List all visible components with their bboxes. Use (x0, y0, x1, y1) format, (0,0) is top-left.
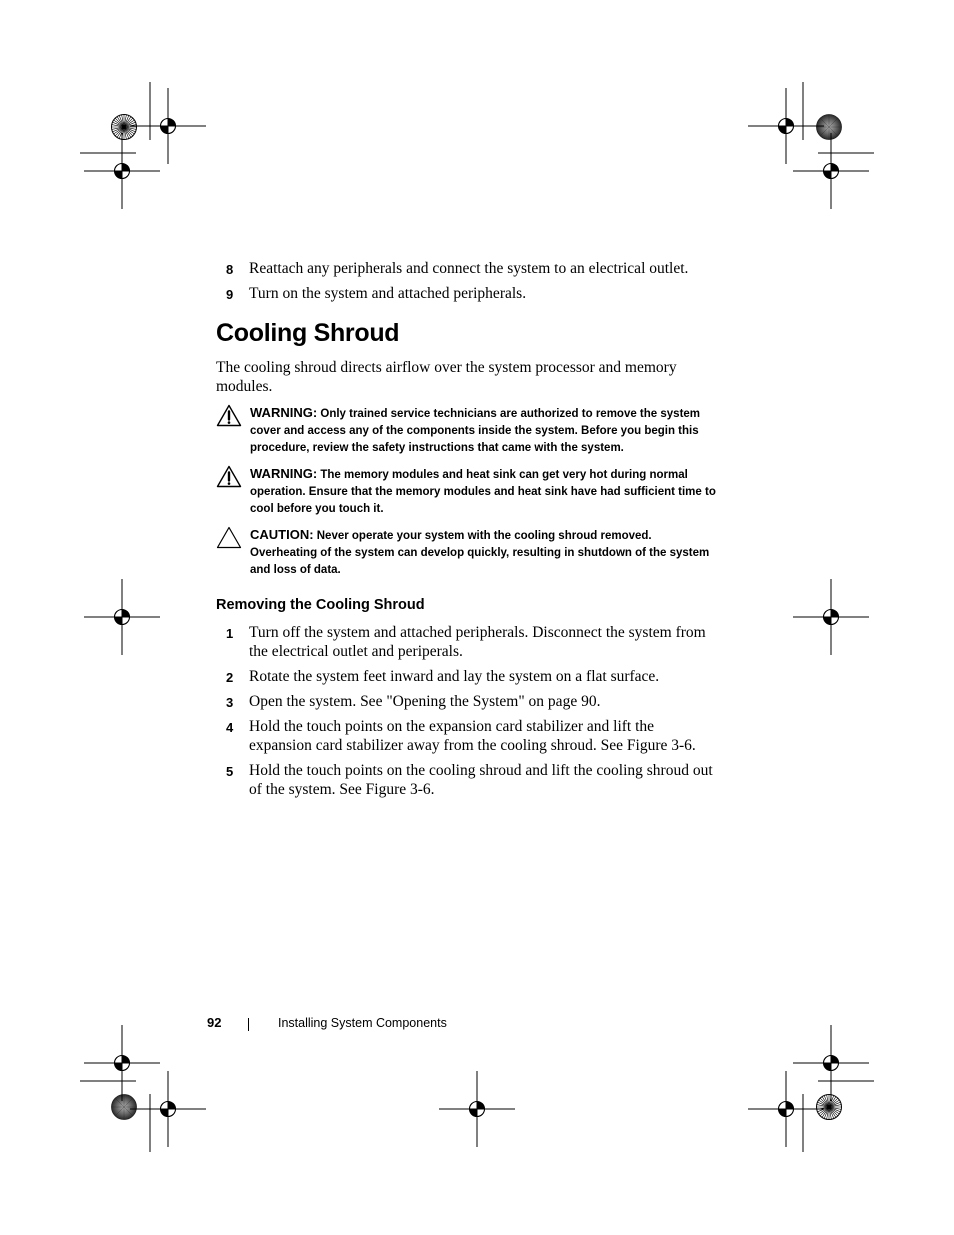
step-text: Turn off the system and attached peripherals. Disconnect the system from the electrical outlet and periperals. (249, 624, 706, 660)
notice-text: The memory modules and heat sink can get very hot during normal operation. Ensure that the memory modules and heat sink have had sufficient time to cool before you touch it. (250, 469, 716, 515)
step-3 (216, 692, 716, 711)
step-number: 9 (226, 287, 234, 302)
section-title: Cooling Shroud (216, 319, 400, 347)
step-number: 3 (226, 695, 234, 710)
step-1 (216, 623, 716, 661)
footer-divider (248, 1018, 249, 1031)
caution-notice (216, 526, 716, 579)
step-number: 2 (226, 670, 234, 685)
warning-notice (216, 465, 716, 518)
step-text: Hold the touch points on the cooling shroud and lift the cooling shroud out of the system. See Figure 3-6. (249, 762, 713, 798)
step-text: Open the system. See "Opening the System" on page 90. (249, 693, 601, 710)
step-9 (216, 284, 716, 303)
step-4 (216, 717, 716, 755)
step-8 (216, 259, 716, 278)
step-text: Reattach any peripherals and connect the system to an electrical outlet. (249, 260, 689, 277)
step-number: 4 (226, 720, 234, 735)
step-text: Turn on the system and attached peripherals. (249, 285, 527, 302)
step-number: 1 (226, 626, 234, 641)
step-2 (216, 667, 716, 686)
warning-notice (216, 404, 716, 457)
notice-text: Never operate your system with the cooling shroud removed. Overheating of the system can develop quickly, resulting in shutdown of the system and loss of data. (250, 530, 710, 576)
warning-icon (216, 465, 242, 488)
warning-icon (216, 404, 242, 427)
caution-icon (216, 526, 242, 549)
step-5 (216, 761, 716, 799)
notice-label: CAUTION: (250, 527, 314, 542)
step-text: Hold the touch points on the expansion card stabilizer and lift the expansion card stabilizer away from the cooling shroud. See Figure 3-6. (249, 718, 696, 754)
notice-label: WARNING: (250, 405, 318, 420)
notice-text: Only trained service technicians are authorized to remove the system cover and access any of the components inside the system. Before you begin this procedure, review the safety instructions that came with the system. (250, 408, 701, 454)
section-intro: The cooling shroud directs airflow over the system processor and memory modules. (216, 359, 677, 395)
step-number: 5 (226, 764, 234, 779)
step-number: 8 (226, 262, 234, 277)
notice-label: WARNING: (250, 466, 318, 481)
footer-section-name: Installing System Components (278, 1016, 447, 1030)
subsection-title: Removing the Cooling Shroud (216, 597, 425, 613)
page-number: 92 (207, 1015, 222, 1030)
step-text: Rotate the system feet inward and lay the system on a flat surface. (249, 668, 660, 685)
